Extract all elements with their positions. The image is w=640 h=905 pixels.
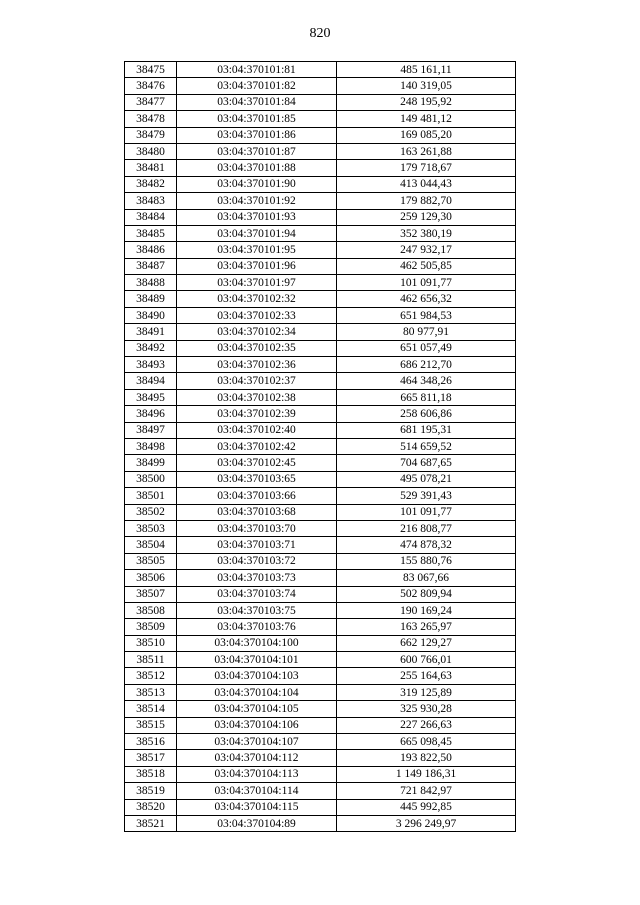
- row-number-cell: 38493: [125, 357, 177, 373]
- table-row: [125, 225, 516, 241]
- row-number-cell: 38519: [125, 783, 177, 799]
- cadastral-number-cell: 03:04:370104:89: [177, 815, 337, 831]
- cadastral-number-cell: 03:04:370101:97: [177, 275, 337, 291]
- cadastral-value-cell: 474 878,32: [337, 537, 516, 553]
- row-number-cell: 38517: [125, 750, 177, 766]
- cadastral-number-cell: 03:04:370103:72: [177, 553, 337, 569]
- row-number-cell: 38516: [125, 734, 177, 750]
- row-number-cell: 38518: [125, 766, 177, 782]
- cadastral-number-cell: 03:04:370101:88: [177, 160, 337, 176]
- table-row: [125, 783, 516, 799]
- cadastral-value-cell: 485 161,11: [337, 62, 516, 78]
- row-number-cell: 38504: [125, 537, 177, 553]
- table-row: [125, 635, 516, 651]
- table-row: [125, 340, 516, 356]
- cadastral-value-cell: 83 067,66: [337, 570, 516, 586]
- cadastral-number-cell: 03:04:370103:70: [177, 520, 337, 536]
- table-row: [125, 258, 516, 274]
- cadastral-number-cell: 03:04:370103:75: [177, 602, 337, 618]
- table-row: [125, 357, 516, 373]
- cadastral-value-cell: 529 391,43: [337, 488, 516, 504]
- cadastral-value-cell: 149 481,12: [337, 111, 516, 127]
- cadastral-value-cell: 681 195,31: [337, 422, 516, 438]
- table-row: [125, 373, 516, 389]
- cadastral-number-cell: 03:04:370104:113: [177, 766, 337, 782]
- table-row: [125, 586, 516, 602]
- cadastral-number-cell: 03:04:370101:94: [177, 225, 337, 241]
- table-row: [125, 389, 516, 405]
- cadastral-number-cell: 03:04:370101:93: [177, 209, 337, 225]
- cadastral-number-cell: 03:04:370101:85: [177, 111, 337, 127]
- row-number-cell: 38508: [125, 602, 177, 618]
- cadastral-number-cell: 03:04:370102:32: [177, 291, 337, 307]
- cadastral-value-cell: 665 098,45: [337, 734, 516, 750]
- row-number-cell: 38478: [125, 111, 177, 127]
- row-number-cell: 38486: [125, 242, 177, 258]
- cadastral-number-cell: 03:04:370101:84: [177, 94, 337, 110]
- row-number-cell: 38491: [125, 324, 177, 340]
- cadastral-value-cell: 686 212,70: [337, 357, 516, 373]
- row-number-cell: 38511: [125, 652, 177, 668]
- cadastral-number-cell: 03:04:370101:86: [177, 127, 337, 143]
- cadastral-number-cell: 03:04:370101:92: [177, 193, 337, 209]
- cadastral-number-cell: 03:04:370102:37: [177, 373, 337, 389]
- cadastral-number-cell: 03:04:370104:112: [177, 750, 337, 766]
- table-row: [125, 602, 516, 618]
- table-row: [125, 209, 516, 225]
- cadastral-value-cell: 445 992,85: [337, 799, 516, 815]
- row-number-cell: 38509: [125, 619, 177, 635]
- cadastral-value-cell: 514 659,52: [337, 438, 516, 454]
- cadastral-number-cell: 03:04:370104:107: [177, 734, 337, 750]
- row-number-cell: 38490: [125, 307, 177, 323]
- table-row: [125, 422, 516, 438]
- table-row: [125, 291, 516, 307]
- row-number-cell: 38477: [125, 94, 177, 110]
- cadastral-value-cell: 247 932,17: [337, 242, 516, 258]
- row-number-cell: 38505: [125, 553, 177, 569]
- cadastral-number-cell: 03:04:370104:101: [177, 652, 337, 668]
- cadastral-value-cell: 258 606,86: [337, 406, 516, 422]
- row-number-cell: 38499: [125, 455, 177, 471]
- table-row: [125, 78, 516, 94]
- cadastral-value-cell: 216 808,77: [337, 520, 516, 536]
- table-row: [125, 717, 516, 733]
- cadastral-value-cell: 495 078,21: [337, 471, 516, 487]
- row-number-cell: 38503: [125, 520, 177, 536]
- table-row: [125, 62, 516, 78]
- cadastral-number-cell: 03:04:370102:42: [177, 438, 337, 454]
- table-row: [125, 176, 516, 192]
- cadastral-value-cell: 662 129,27: [337, 635, 516, 651]
- table-row: [125, 701, 516, 717]
- table-row: [125, 307, 516, 323]
- cadastral-value-cell: 190 169,24: [337, 602, 516, 618]
- cadastral-value-cell: 413 044,43: [337, 176, 516, 192]
- table-row: [125, 111, 516, 127]
- table-row: [125, 520, 516, 536]
- row-number-cell: 38506: [125, 570, 177, 586]
- cadastral-number-cell: 03:04:370103:68: [177, 504, 337, 520]
- table-row: [125, 471, 516, 487]
- cadastral-value-cell: 462 656,32: [337, 291, 516, 307]
- cadastral-number-cell: 03:04:370104:104: [177, 684, 337, 700]
- cadastral-number-cell: 03:04:370104:106: [177, 717, 337, 733]
- row-number-cell: 38502: [125, 504, 177, 520]
- cadastral-number-cell: 03:04:370101:95: [177, 242, 337, 258]
- table-row: [125, 815, 516, 831]
- cadastral-value-cell: 80 977,91: [337, 324, 516, 340]
- table-row: [125, 684, 516, 700]
- table-row: [125, 488, 516, 504]
- cadastral-value-cell: 169 085,20: [337, 127, 516, 143]
- cadastral-value-cell: 179 882,70: [337, 193, 516, 209]
- table-row: [125, 750, 516, 766]
- cadastral-value-cell: 163 265,97: [337, 619, 516, 635]
- cadastral-value-cell: 464 348,26: [337, 373, 516, 389]
- cadastral-value-cell: 227 266,63: [337, 717, 516, 733]
- cadastral-value-cell: 155 880,76: [337, 553, 516, 569]
- row-number-cell: 38521: [125, 815, 177, 831]
- table-row: [125, 406, 516, 422]
- row-number-cell: 38515: [125, 717, 177, 733]
- cadastral-number-cell: 03:04:370101:87: [177, 143, 337, 159]
- row-number-cell: 38487: [125, 258, 177, 274]
- cadastral-number-cell: 03:04:370103:71: [177, 537, 337, 553]
- row-number-cell: 38488: [125, 275, 177, 291]
- table-row: [125, 193, 516, 209]
- table-body: [125, 62, 516, 832]
- table-row: [125, 766, 516, 782]
- row-number-cell: 38481: [125, 160, 177, 176]
- cadastral-number-cell: 03:04:370104:100: [177, 635, 337, 651]
- row-number-cell: 38476: [125, 78, 177, 94]
- cadastral-number-cell: 03:04:370103:74: [177, 586, 337, 602]
- cadastral-number-cell: 03:04:370102:34: [177, 324, 337, 340]
- cadastral-number-cell: 03:04:370102:45: [177, 455, 337, 471]
- row-number-cell: 38480: [125, 143, 177, 159]
- table-row: [125, 553, 516, 569]
- page-number: 820: [309, 26, 331, 41]
- cadastral-number-cell: 03:04:370104:115: [177, 799, 337, 815]
- cadastral-number-cell: 03:04:370101:82: [177, 78, 337, 94]
- row-number-cell: 38483: [125, 193, 177, 209]
- table-row: [125, 143, 516, 159]
- cadastral-number-cell: 03:04:370104:114: [177, 783, 337, 799]
- cadastral-number-cell: 03:04:370101:81: [177, 62, 337, 78]
- table-row: [125, 619, 516, 635]
- row-number-cell: 38494: [125, 373, 177, 389]
- row-number-cell: 38513: [125, 684, 177, 700]
- row-number-cell: 38512: [125, 668, 177, 684]
- table-row: [125, 242, 516, 258]
- cadastral-value-cell: 319 125,89: [337, 684, 516, 700]
- row-number-cell: 38495: [125, 389, 177, 405]
- cadastral-value-cell: 704 687,65: [337, 455, 516, 471]
- cadastral-value-table: [124, 61, 516, 832]
- cadastral-number-cell: 03:04:370104:103: [177, 668, 337, 684]
- cadastral-value-cell: 352 380,19: [337, 225, 516, 241]
- row-number-cell: 38498: [125, 438, 177, 454]
- cadastral-number-cell: 03:04:370103:65: [177, 471, 337, 487]
- cadastral-number-cell: 03:04:370103:73: [177, 570, 337, 586]
- table-row: [125, 127, 516, 143]
- cadastral-value-cell: 3 296 249,97: [337, 815, 516, 831]
- cadastral-value-cell: 721 842,97: [337, 783, 516, 799]
- row-number-cell: 38496: [125, 406, 177, 422]
- cadastral-number-cell: 03:04:370102:40: [177, 422, 337, 438]
- row-number-cell: 38485: [125, 225, 177, 241]
- cadastral-value-cell: 193 822,50: [337, 750, 516, 766]
- row-number-cell: 38507: [125, 586, 177, 602]
- table-row: [125, 799, 516, 815]
- row-number-cell: 38520: [125, 799, 177, 815]
- cadastral-number-cell: 03:04:370103:76: [177, 619, 337, 635]
- cadastral-number-cell: 03:04:370102:39: [177, 406, 337, 422]
- row-number-cell: 38501: [125, 488, 177, 504]
- row-number-cell: 38510: [125, 635, 177, 651]
- row-number-cell: 38482: [125, 176, 177, 192]
- table-row: [125, 438, 516, 454]
- cadastral-value-cell: 259 129,30: [337, 209, 516, 225]
- table-row: [125, 94, 516, 110]
- cadastral-value-cell: 101 091,77: [337, 504, 516, 520]
- table-row: [125, 570, 516, 586]
- row-number-cell: 38514: [125, 701, 177, 717]
- table-row: [125, 504, 516, 520]
- cadastral-value-cell: 163 261,88: [337, 143, 516, 159]
- table-row: [125, 160, 516, 176]
- row-number-cell: 38484: [125, 209, 177, 225]
- table-row: [125, 652, 516, 668]
- cadastral-value-cell: 651 984,53: [337, 307, 516, 323]
- cadastral-value-cell: 248 195,92: [337, 94, 516, 110]
- row-number-cell: 38497: [125, 422, 177, 438]
- cadastral-number-cell: 03:04:370101:90: [177, 176, 337, 192]
- cadastral-number-cell: 03:04:370101:96: [177, 258, 337, 274]
- cadastral-value-cell: 325 930,28: [337, 701, 516, 717]
- table-row: [125, 734, 516, 750]
- cadastral-value-cell: 651 057,49: [337, 340, 516, 356]
- cadastral-value-cell: 665 811,18: [337, 389, 516, 405]
- row-number-cell: 38475: [125, 62, 177, 78]
- row-number-cell: 38500: [125, 471, 177, 487]
- cadastral-value-cell: 255 164,63: [337, 668, 516, 684]
- cadastral-value-cell: 600 766,01: [337, 652, 516, 668]
- cadastral-number-cell: 03:04:370102:36: [177, 357, 337, 373]
- row-number-cell: 38492: [125, 340, 177, 356]
- row-number-cell: 38489: [125, 291, 177, 307]
- cadastral-number-cell: 03:04:370102:35: [177, 340, 337, 356]
- table-row: [125, 668, 516, 684]
- cadastral-number-cell: 03:04:370102:33: [177, 307, 337, 323]
- table-row: [125, 324, 516, 340]
- cadastral-value-cell: 179 718,67: [337, 160, 516, 176]
- cadastral-number-cell: 03:04:370102:38: [177, 389, 337, 405]
- table-row: [125, 455, 516, 471]
- cadastral-value-cell: 140 319,05: [337, 78, 516, 94]
- table-row: [125, 537, 516, 553]
- cadastral-number-cell: 03:04:370104:105: [177, 701, 337, 717]
- table-row: [125, 275, 516, 291]
- cadastral-value-cell: 502 809,94: [337, 586, 516, 602]
- cadastral-value-cell: 1 149 186,31: [337, 766, 516, 782]
- row-number-cell: 38479: [125, 127, 177, 143]
- cadastral-value-cell: 101 091,77: [337, 275, 516, 291]
- cadastral-value-cell: 462 505,85: [337, 258, 516, 274]
- cadastral-number-cell: 03:04:370103:66: [177, 488, 337, 504]
